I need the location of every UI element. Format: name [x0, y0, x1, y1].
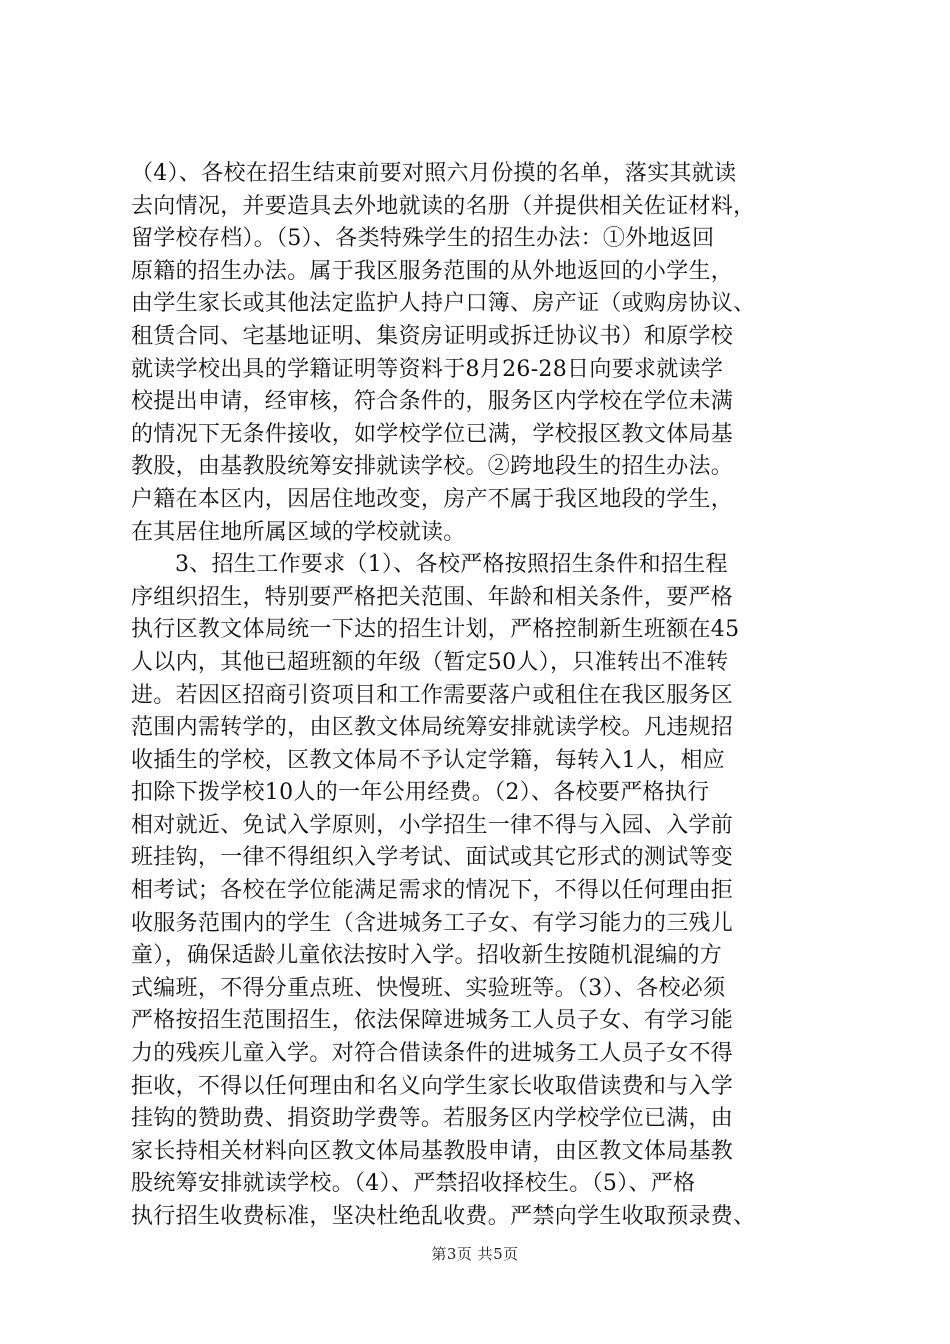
text-line: 户籍在本区内，因居住地改变，房产不属于我区地段的学生，	[131, 486, 734, 512]
page-number-footer: 第3页 共5页	[431, 1245, 519, 1263]
text-line: 童），确保适龄儿童依法按时入学。招收新生按随机混编的方	[131, 943, 723, 969]
text-line: 式编班，不得分重点班、快慢班、实验班等。（3）、各校必须	[131, 975, 726, 1001]
text-line: 原籍的招生办法。属于我区服务范围的从外地返回的小学生，	[131, 258, 734, 284]
text-line: 挂钩的赞助费、捐资助学费等。若服务区内学校学位已满，由	[131, 1106, 734, 1132]
text-line: 收服务范围内的学生（含进城务工子女、有学习能力的三残儿	[131, 910, 734, 936]
text-line: 教股，由基教股统筹安排就读学校。②跨地段生的招生办法。	[131, 454, 734, 480]
text-line: 就读学校出具的学籍证明等资料于8月26-28日向要求就读学	[131, 356, 724, 382]
text-line: 序组织招生，特别要严格把关范围、年龄和相关条件，要严格	[131, 584, 734, 610]
text-line: 收插生的学校，区教文体局不予认定学籍，每转入1人，相应	[131, 747, 726, 773]
text-line: 执行招生收费标准，坚决杜绝乱收费。严禁向学生收取预录费、	[131, 1204, 756, 1229]
paragraph-start-line: 3、招生工作要求（1）、各校严格按照招生条件和招生程	[175, 552, 728, 578]
text-line: 相考试；各校在学位能满足需求的情况下，不得以任何理由拒	[131, 878, 734, 904]
text-line: 租赁合同、宅基地证明、集资房证明或拆迁协议书）和原学校	[131, 323, 734, 349]
text-line: 留学校存档）。（5）、各类特殊学生的招生办法：①外地返回	[131, 226, 715, 252]
text-line: 的情况下无条件接收，如学校学位已满，学校报区教文体局基	[131, 421, 734, 447]
text-line: 在其居住地所属区域的学校就读。	[131, 519, 466, 545]
text-line: 拒收，不得以任何理由和名义向学生家长收取借读费和与入学	[131, 1073, 734, 1099]
text-line: 严格按招生范围招生，依法保障进城务工人员子女、有学习能	[131, 1008, 734, 1034]
text-line: 家长持相关材料向区教文体局基教股申请，由区教文体局基教	[131, 1138, 734, 1164]
text-line: 股统筹安排就读学校。（4）、严禁招收择校生。（5）、严格	[131, 1171, 696, 1197]
text-line: 校提出申请，经审核，符合条件的，服务区内学校在学位未满	[131, 389, 734, 415]
text-line: 相对就近、免试入学原则，小学招生一律不得与入园、入学前	[131, 812, 734, 838]
text-line: 范围内需转学的，由区教文体局统筹安排就读学校。凡违规招	[131, 715, 734, 741]
text-line: （4）、各校在招生结束前要对照六月份摸的名单，落实其就读	[131, 161, 737, 186]
body-text	[131, 158, 831, 1234]
text-line: 班挂钩，一律不得组织入学考试、面试或其它形式的测试等变	[131, 845, 734, 871]
text-line: 人以内，其他已超班额的年级（暂定50人），只准转出不准转	[131, 649, 729, 675]
text-line: 进。若因区招商引资项目和工作需要落户或租住在我区服务区	[131, 682, 734, 708]
text-line: 力的残疾儿童入学。对符合借读条件的进城务工人员子女不得	[131, 1041, 734, 1067]
text-line: 执行区教文体局统一下达的招生计划，严格控制新生班额在45	[131, 617, 740, 643]
text-line: 去向情况，并要造具去外地就读的名册（并提供相关佐证材料，	[131, 193, 756, 219]
text-line: 扣除下拨学校10人的一年公用经费。（2）、各校要严格执行	[131, 780, 710, 806]
text-line: 由学生家长或其他法定监护人持户口簿、房产证（或购房协议、	[131, 291, 756, 317]
